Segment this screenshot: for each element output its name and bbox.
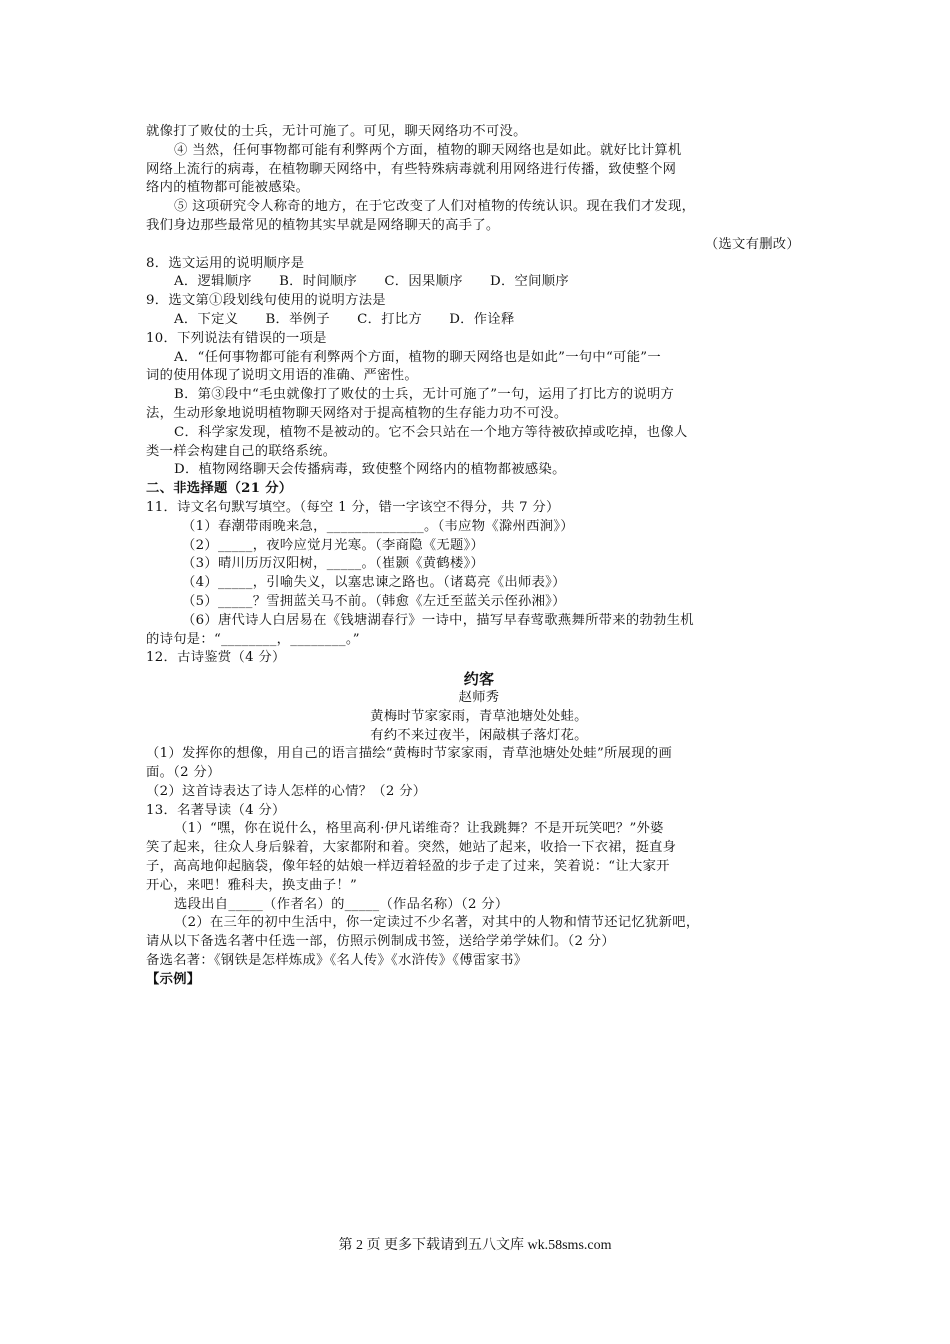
passage-paragraph-4-cont: 络内的植物都可能被感染。 bbox=[146, 180, 310, 196]
question-11-item-1: （1）春潮带雨晚来急，______________。（韦应物《滁州西涧》） bbox=[182, 518, 574, 534]
question-13-books: 备选名著：《钢铁是怎样炼成》《名人传》《水浒传》《傅雷家书》 bbox=[146, 953, 528, 969]
question-11-item-6-cont: 的诗句是：“________，________。” bbox=[146, 631, 360, 647]
poem-title: 约客 bbox=[463, 670, 495, 689]
passage-line: 就像打了败仗的士兵，无计可施了。可见，聊天网络功不可没。 bbox=[146, 124, 527, 139]
question-8-options: A．逻辑顺序 B．时间顺序 C．因果顺序 D．空间顺序 bbox=[174, 274, 569, 290]
question-13-passage: （1）“嘿，你在说什么，格里高利·伊凡诺维奇？让我跳舞？不是开玩笑吧？”外婆 bbox=[174, 821, 664, 837]
question-13-stem: 13．名著导读（4 分） bbox=[146, 802, 286, 818]
passage-note: （选文有删改） bbox=[704, 236, 800, 252]
question-10-option-a: A．“任何事物都可能有利弊两个方面，植物的聊天网络也是如此”一句中“可能”一 bbox=[174, 349, 661, 365]
question-12-sub-2: （2）这首诗表达了诗人怎样的心情？（2 分） bbox=[146, 783, 427, 799]
question-13-sub-2: （2）在三年的初中生活中，你一定读过不少名著，对其中的人物和情节还记忆犹新吧， bbox=[174, 915, 700, 931]
question-10-option-b: B．第③段中“毛虫就像打了败仗的士兵，无计可施了”一句，运用了打比方的说明方 bbox=[174, 387, 675, 403]
question-11-stem: 11．诗文名句默写填空。（每空 1 分，错一字该空不得分，共 7 分） bbox=[146, 499, 560, 515]
question-12-stem: 12．古诗鉴赏（4 分） bbox=[146, 650, 286, 666]
poem-author: 赵师秀 bbox=[458, 689, 500, 705]
passage-paragraph-4-cont: 网络上流行的病毒，在植物聊天网络中，有些特殊病毒就利用网络进行传播，致使整个网 bbox=[146, 161, 677, 177]
question-11-item-5: （5）_____？雪拥蓝关马不前。（韩愈《左迁至蓝关示侄孙湘》） bbox=[182, 593, 566, 609]
question-11-item-6: （6）唐代诗人白居易在《钱塘湖春行》一诗中，描写早春莺歌燕舞所带来的勃勃生机 bbox=[182, 612, 694, 628]
question-13-example: 【示例】 bbox=[146, 971, 201, 987]
passage-paragraph-5-cont: 我们身边那些最常见的植物其实早就是网络聊天的高手了。 bbox=[146, 217, 500, 233]
question-13-fill-line: 选段出自_____（作者名）的_____（作品名称）（2 分） bbox=[174, 896, 509, 912]
question-12-sub-1-cont: 面。（2 分） bbox=[146, 765, 221, 781]
question-10-option-a-cont: 词的使用体现了说明文用语的准确、严密性。 bbox=[146, 368, 418, 384]
question-10-option-c-cont: 类一样会构建自己的联络系统。 bbox=[146, 443, 337, 459]
poem-line-2: 有约不来过夜半，闲敲棋子落灯花。 bbox=[370, 727, 588, 743]
question-13-passage-cont: 开心，来吧！雅科夫，换支曲子！” bbox=[146, 877, 358, 893]
question-13-passage-cont: 子，高高地仰起脑袋，像年轻的姑娘一样迈着轻盈的步子走了过来，笑着说：“让大家开 bbox=[146, 859, 670, 875]
poem-line-1: 黄梅时节家家雨，青草池塘处处蛙。 bbox=[370, 708, 588, 724]
question-10-option-c: C．科学家发现，植物不是被动的。它不会只站在一个地方等待被砍掉或吃掉，也像人 bbox=[174, 424, 688, 440]
question-11-item-2: （2）_____，夜吟应觉月光寒。（李商隐《无题》） bbox=[182, 537, 485, 553]
page-footer: 第 2 页 更多下载请到五八文库 wk.58sms.com bbox=[338, 1238, 612, 1253]
passage-paragraph-5: ⑤ 这项研究令人称奇的地方，在于它改变了人们对植物的传统认识。现在我们才发现， bbox=[174, 199, 696, 215]
question-11-item-3: （3）晴川历历汉阳树，_____。（崔颢《黄鹤楼》） bbox=[182, 556, 485, 572]
question-8-stem: 8．选文运用的说明顺序是 bbox=[146, 255, 305, 271]
question-10-option-b-cont: 法，生动形象地说明植物聊天网络对于提高植物的生存能力功不可没。 bbox=[146, 405, 568, 421]
question-10-option-d: D．植物网络聊天会传播病毒，致使整个网络内的植物都被感染。 bbox=[174, 462, 566, 478]
question-13-passage-cont: 笑了起来，往众人身后躲着，大家都附和着。突然，她站了起来，收拾一下衣裙，挺直身 bbox=[146, 840, 677, 856]
passage-paragraph-4: ④ 当然，任何事物都可能有利弊两个方面，植物的聊天网络也是如此。就好比计算机 bbox=[174, 142, 682, 158]
question-9-options: A．下定义 B．举例子 C．打比方 D．作诠释 bbox=[174, 311, 515, 327]
question-13-sub-2-cont: 请从以下备选名著中任选一部，仿照示例制成书签，送给学弟学妹们。（2 分） bbox=[146, 934, 615, 950]
question-11-item-4: （4）_____，引喻失义，以塞忠谏之路也。（诸葛亮《出师表》） bbox=[182, 575, 566, 591]
section-2-heading: 二、非选择题（21 分） bbox=[146, 481, 293, 497]
question-9-stem: 9．选文第①段划线句使用的说明方法是 bbox=[146, 293, 386, 309]
question-10-stem: 10．下列说法有错误的一项是 bbox=[146, 330, 327, 346]
question-12-sub-1: （1）发挥你的想像，用自己的语言描绘“黄梅时节家家雨，青草池塘处处蛙”所展现的画 bbox=[146, 746, 673, 762]
document-page bbox=[146, 123, 812, 990]
